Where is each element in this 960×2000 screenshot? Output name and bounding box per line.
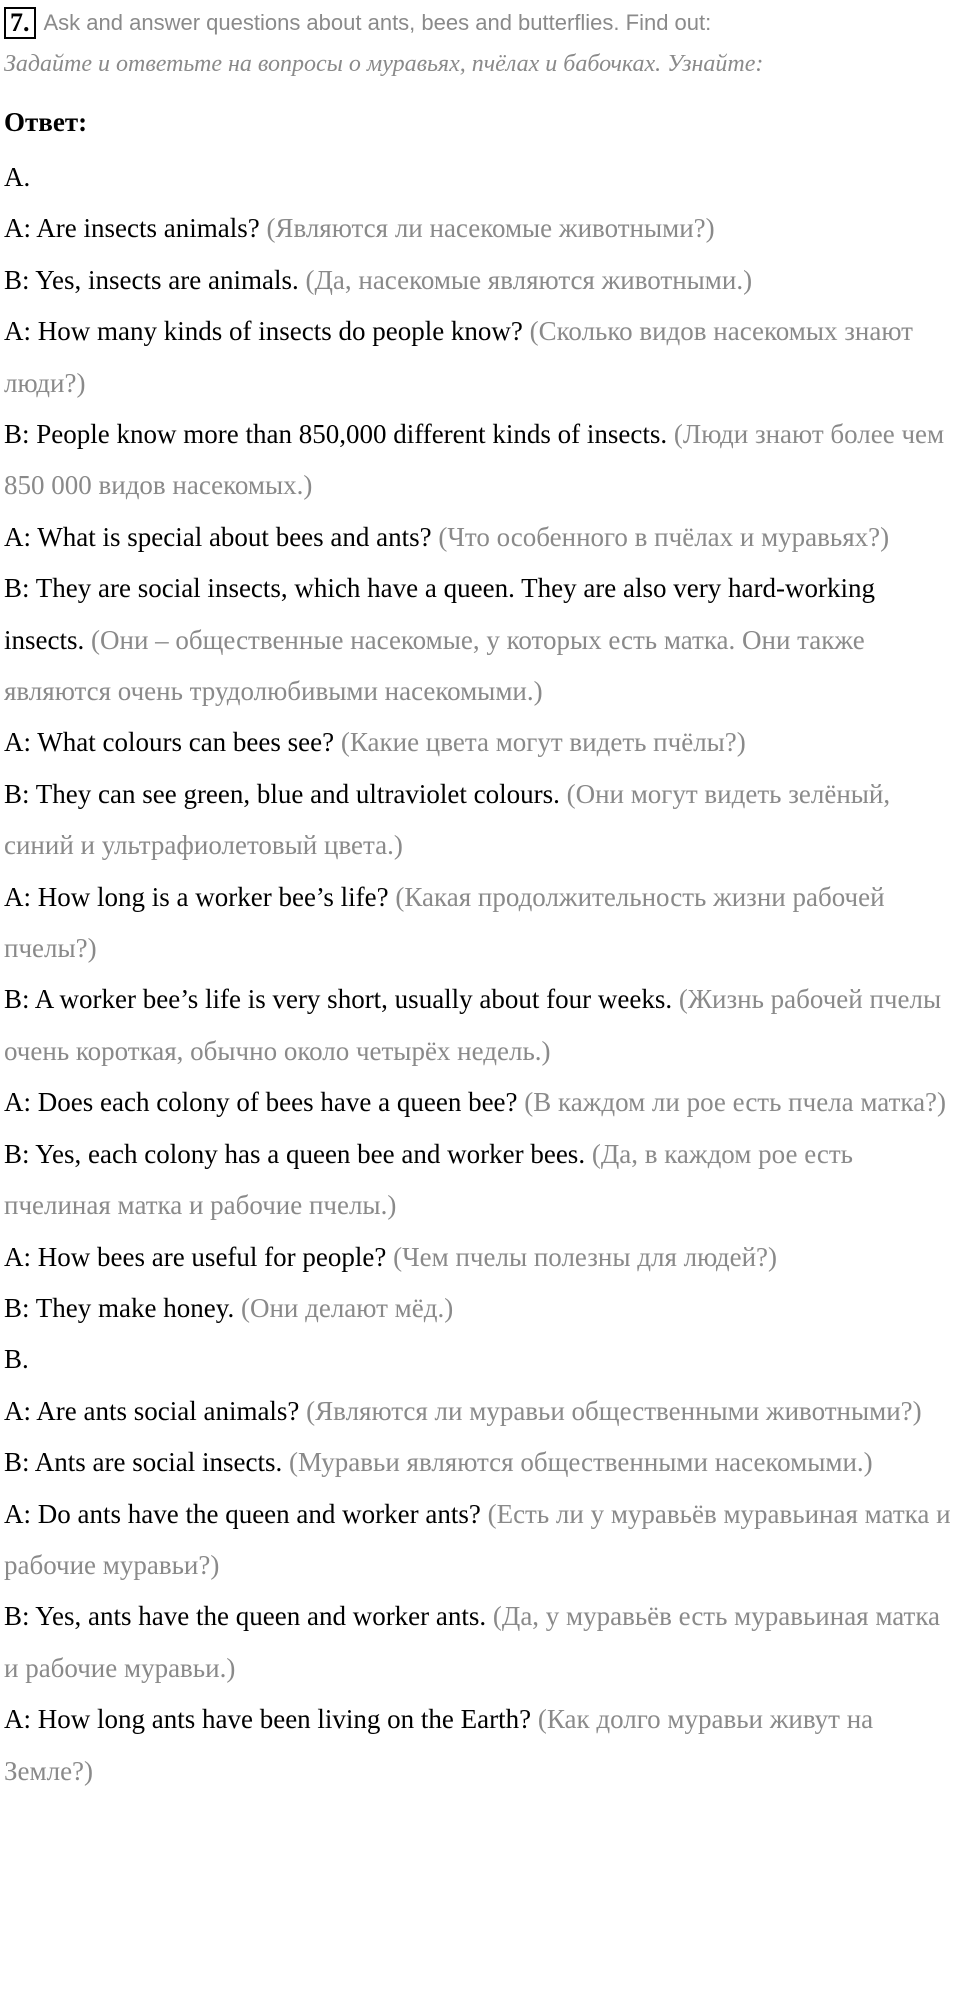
dialogue-line (4, 409, 956, 512)
russian-translation: (Да, у муравьёв есть муравьиная матка и рабочие муравьи.) (4, 1601, 941, 1683)
dialogue-line (4, 1591, 956, 1694)
russian-translation: (Являются ли насекомые животными?) (266, 213, 715, 244)
english-text: B: Ants are social insects. (4, 1447, 283, 1478)
english-text: B: They are social insects, which have a queen. They are also very hard-working insects. (4, 573, 875, 655)
english-text: A: How many kinds of insects do people know? (4, 316, 523, 347)
dialogue-line (4, 1283, 956, 1334)
task-title: Ask and answer questions about ants, bees and butterflies. Find out: (43, 10, 712, 35)
section-label: A. (4, 162, 31, 192)
dialogue-line (4, 1694, 956, 1797)
russian-translation: (Чем пчелы полезны для людей?) (393, 1241, 778, 1272)
dialogue-line (4, 255, 956, 306)
english-text: B: People know more than 850,000 different kinds of insects. (4, 419, 668, 450)
russian-translation: (Они могут видеть зелёный, синий и ультрафиолетовый цвета.) (4, 778, 891, 861)
dialogue-line (4, 563, 956, 717)
dialogue-line (4, 1129, 956, 1232)
task-subtitle: Задайте и ответьте на вопросы о муравьях, пчёлах и бабочках. Узнайте: (4, 51, 764, 77)
answer-label: Ответ: (4, 107, 88, 137)
dialogue-line (4, 1232, 956, 1283)
dialogue-line (4, 1489, 956, 1592)
english-text: A: What colours can bees see? (4, 727, 335, 758)
dialogue-line (4, 203, 956, 254)
dialogue-line (4, 512, 956, 563)
dialogue-line (4, 769, 956, 872)
english-text: B: They make honey. (4, 1292, 235, 1323)
russian-translation: (Они – общественные насекомые, у которых есть матка. Они также являются очень трудолюбивыми насекомыми.) (4, 624, 865, 707)
english-text: A: Are insects animals? (4, 213, 260, 244)
russian-translation: (Жизнь рабочей пчелы очень короткая, обычно около четырёх недель.) (4, 984, 942, 1066)
english-text: A: Do ants have the queen and worker ants? (4, 1498, 481, 1529)
english-text: B: Yes, insects are animals. (4, 264, 299, 295)
english-text: B: A worker bee’s life is very short, usually about four weeks. (4, 984, 673, 1015)
english-text: A: Are ants social animals? (4, 1395, 300, 1426)
dialogue-content (4, 152, 956, 1797)
dialogue-line (4, 717, 956, 768)
section-label: B. (4, 1344, 29, 1375)
english-text: A: How long is a worker bee’s life? (4, 881, 389, 912)
english-text: A: What is special about bees and ants? (4, 521, 432, 552)
english-text: B: Yes, each colony has a queen bee and worker bees. (4, 1138, 586, 1169)
russian-translation: (Да, насекомые являются животными.) (305, 264, 753, 295)
russian-translation: (Что особенного в пчёлах и муравьях?) (438, 521, 890, 552)
russian-translation: (Сколько видов насекомых знают люди?) (4, 316, 913, 398)
dialogue-line (4, 1077, 956, 1128)
dialogue-line (4, 306, 956, 409)
task-number: 7. (4, 7, 36, 39)
russian-translation: (Муравьи являются общественными насекомыми.) (288, 1447, 873, 1478)
russian-translation: (Есть ли у муравьёв муравьиная матка и рабочие муравьи?) (4, 1498, 951, 1580)
dialogue-line (4, 1386, 956, 1437)
russian-translation: (Какая продолжительность жизни рабочей пчелы?) (4, 881, 885, 964)
english-text: B: Yes, ants have the queen and worker ants. (4, 1601, 487, 1632)
russian-translation: (Какие цвета могут видеть пчёлы?) (340, 727, 746, 758)
dialogue-line (4, 974, 956, 1077)
task-header (4, 6, 956, 40)
english-text: B: They can see green, blue and ultraviolet colours. (4, 778, 560, 809)
dialogue-line (4, 872, 956, 975)
english-text: A: How long ants have been living on the Earth? (4, 1704, 532, 1735)
russian-translation: (Являются ли муравьи общественными животными?) (306, 1395, 922, 1426)
russian-translation: (Люди знают более чем 850 000 видов насекомых.) (4, 419, 945, 501)
english-text: A: Does each colony of bees have a queen bee? (4, 1087, 518, 1118)
russian-translation: (Да, в каждом рое есть пчелиная матка и рабочие пчелы.) (4, 1138, 853, 1221)
dialogue-line (4, 1437, 956, 1488)
russian-translation: (Как долго муравьи живут на Земле?) (4, 1704, 874, 1786)
english-text: A: How bees are useful for people? (4, 1241, 387, 1272)
russian-translation: (В каждом ли рое есть пчела матка?) (524, 1087, 947, 1118)
russian-translation: (Они делают мёд.) (240, 1292, 454, 1323)
